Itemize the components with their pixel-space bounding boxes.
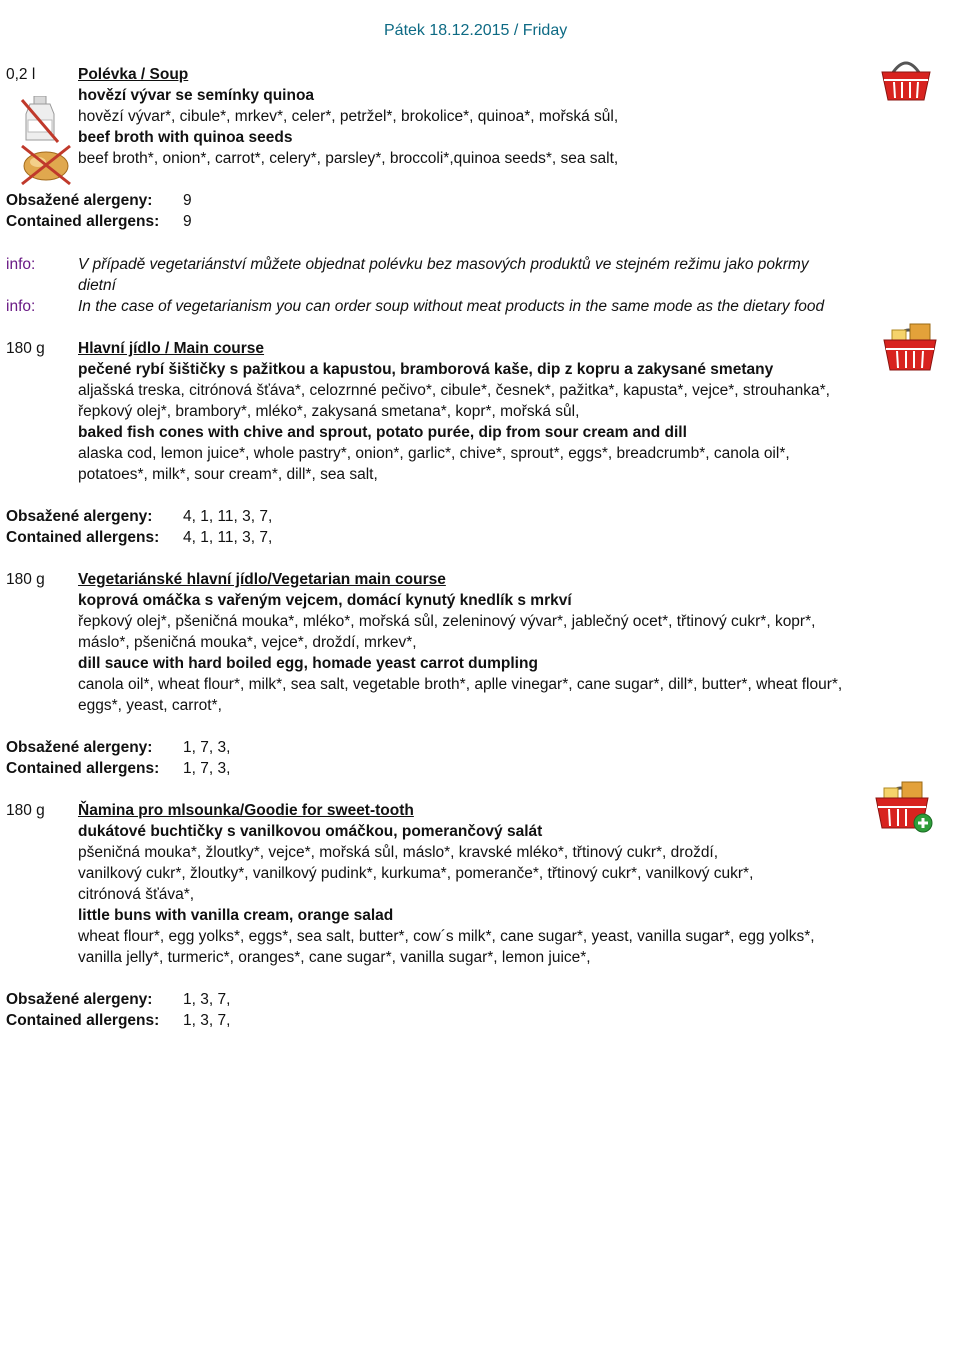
shopping-basket-full-icon[interactable] — [880, 320, 940, 372]
main-ingredients-en-1: alaska cod, lemon juice*, whole pastry*, onion*, garlic*, chive*, sprout*, eggs*, breadcrumb*, canola oil*, — [78, 445, 790, 462]
dessert-ingredients-en-1: wheat flour*, egg yolks*, eggs*, sea salt, butter*, cow´s milk*, cane sugar*, yeast, vanilla sugar*, egg yolks*, — [78, 928, 815, 945]
veg-title: Vegetariánské hlavní jídlo/Vegetarian main course — [78, 571, 446, 588]
veg-allergens-en-label: Contained allergens: — [6, 760, 160, 777]
veg-ingredients-cz-1: řepkový olej*, pšeničná mouka*, mléko*, mořská sůl, zeleninový vývar*, jablečný ocet*, třtinový cukr*, kopr*, — [78, 613, 816, 630]
veg-name-en: dill sauce with hard boiled egg, homade yeast carrot dumpling — [78, 655, 538, 672]
dessert-name-cz: dukátové buchtičky s vanilkovou omáčkou, pomerančový salát — [78, 823, 543, 840]
veg-ingredients-en-1: canola oil*, wheat flour*, milk*, sea salt, vegetable broth*, aplle vinegar*, cane sugar*, dill*, butter*, wheat flour*, — [78, 676, 843, 693]
dessert-ingredients-en-2: vanilla jelly*, turmeric*, oranges*, cane sugar*, vanilla sugar*, lemon juice*, — [78, 949, 591, 966]
shopping-basket-add-icon[interactable] — [872, 778, 934, 834]
soup-name-cz: hovězí vývar se semínky quinoa — [78, 87, 315, 104]
dessert-ingredients-cz-1: pšeničná mouka*, žloutky*, vejce*, mořská sůl, máslo*, kravské mléko*, třtinový cukr*, droždí, — [78, 844, 719, 861]
main-ingredients-en-2: potatoes*, milk*, sour cream*, dill*, sea salt, — [78, 466, 378, 483]
main-title: Hlavní jídlo / Main course — [78, 340, 265, 357]
veg-allergens-cz-value: 1, 7, 3, — [183, 739, 231, 756]
main-allergens-cz-value: 4, 1, 11, 3, 7, — [183, 508, 273, 525]
main-name-en: baked fish cones with chive and sprout, potato purée, dip from sour cream and dill — [78, 424, 687, 441]
info-text-cz-cont: dietní — [78, 277, 116, 294]
soup-allergens-en-label: Contained allergens: — [6, 213, 160, 230]
veg-name-cz: koprová omáčka s vařeným vejcem, domácí kynutý knedlík s mrkví — [78, 592, 572, 609]
veg-qty: 180 g — [6, 571, 45, 588]
veg-ingredients-cz-2: máslo*, pšeničná mouka*, vejce*, droždí, mrkev*, — [78, 634, 417, 651]
soup-ingredients-en: beef broth*, onion*, carrot*, celery*, parsley*, broccoli*,quinoa seeds*, sea salt, — [78, 150, 619, 167]
main-ingredients-cz-2: řepkový olej*, brambory*, mléko*, zakysaná smetana*, kopr*, mořská sůl, — [78, 403, 580, 420]
soup-allergens-cz-label: Obsažené alergeny: — [6, 192, 153, 209]
soup-title: Polévka / Soup — [78, 66, 189, 83]
soup-ingredients-cz: hovězí vývar*, cibule*, mrkev*, celer*, petržel*, brokolice*, quinoa*, mořská sůl, — [78, 108, 619, 125]
dessert-qty: 180 g — [6, 802, 45, 819]
shopping-basket-icon[interactable] — [880, 56, 932, 102]
dessert-allergens-en-value: 1, 3, 7, — [183, 1012, 231, 1029]
main-allergens-en-value: 4, 1, 11, 3, 7, — [183, 529, 273, 546]
soup-allergens-cz-value: 9 — [183, 192, 192, 209]
soup-allergens-en-value: 9 — [183, 213, 192, 230]
main-qty: 180 g — [6, 340, 45, 357]
no-bread-icon — [16, 140, 76, 188]
soup-qty: 0,2 l — [6, 66, 36, 83]
dessert-allergens-cz-label: Obsažené alergeny: — [6, 991, 153, 1008]
info-label: info: — [6, 256, 36, 273]
info-text-en: In the case of vegetarianism you can order soup without meat products in the same mode as the dietary food — [78, 298, 825, 315]
soup-name-en: beef broth with quinoa seeds — [78, 129, 293, 146]
veg-allergens-en-value: 1, 7, 3, — [183, 760, 231, 777]
page-date: Pátek 18.12.2015 / Friday — [384, 22, 568, 39]
main-allergens-cz-label: Obsažené alergeny: — [6, 508, 153, 525]
dessert-allergens-en-label: Contained allergens: — [6, 1012, 160, 1029]
dessert-ingredients-cz-2: vanilkový cukr*, žloutky*, vanilkový pudink*, kurkuma*, pomeranče*, třtinový cukr*, vanilkový cukr*, — [78, 865, 754, 882]
soup-title-row — [0, 64, 960, 85]
dessert-title: Ňamina pro mlsounka/Goodie for sweet-tooth — [78, 802, 414, 819]
main-allergens-en-label: Contained allergens: — [6, 529, 160, 546]
info-text-cz: V případě vegetariánství můžete objednat polévku bez masových produktů ve stejném režimu jako pokrmy — [78, 256, 809, 273]
veg-allergens-cz-label: Obsažené alergeny: — [6, 739, 153, 756]
info-label: info: — [6, 298, 36, 315]
dessert-ingredients-cz-3: citrónová šťáva*, — [78, 886, 195, 903]
veg-ingredients-en-2: eggs*, yeast, carrot*, — [78, 697, 222, 714]
dessert-name-en: little buns with vanilla cream, orange salad — [78, 907, 394, 924]
dessert-allergens-cz-value: 1, 3, 7, — [183, 991, 231, 1008]
main-name-cz: pečené rybí šištičky s pažitkou a kapustou, bramborová kaše, dip z kopru a zakysané smetany — [78, 361, 774, 378]
main-ingredients-cz-1: aljašská treska, citrónová šťáva*, celozrnné pečivo*, cibule*, česnek*, pažitka*, kapusta*, vejce*, strouhanka*, — [78, 382, 830, 399]
